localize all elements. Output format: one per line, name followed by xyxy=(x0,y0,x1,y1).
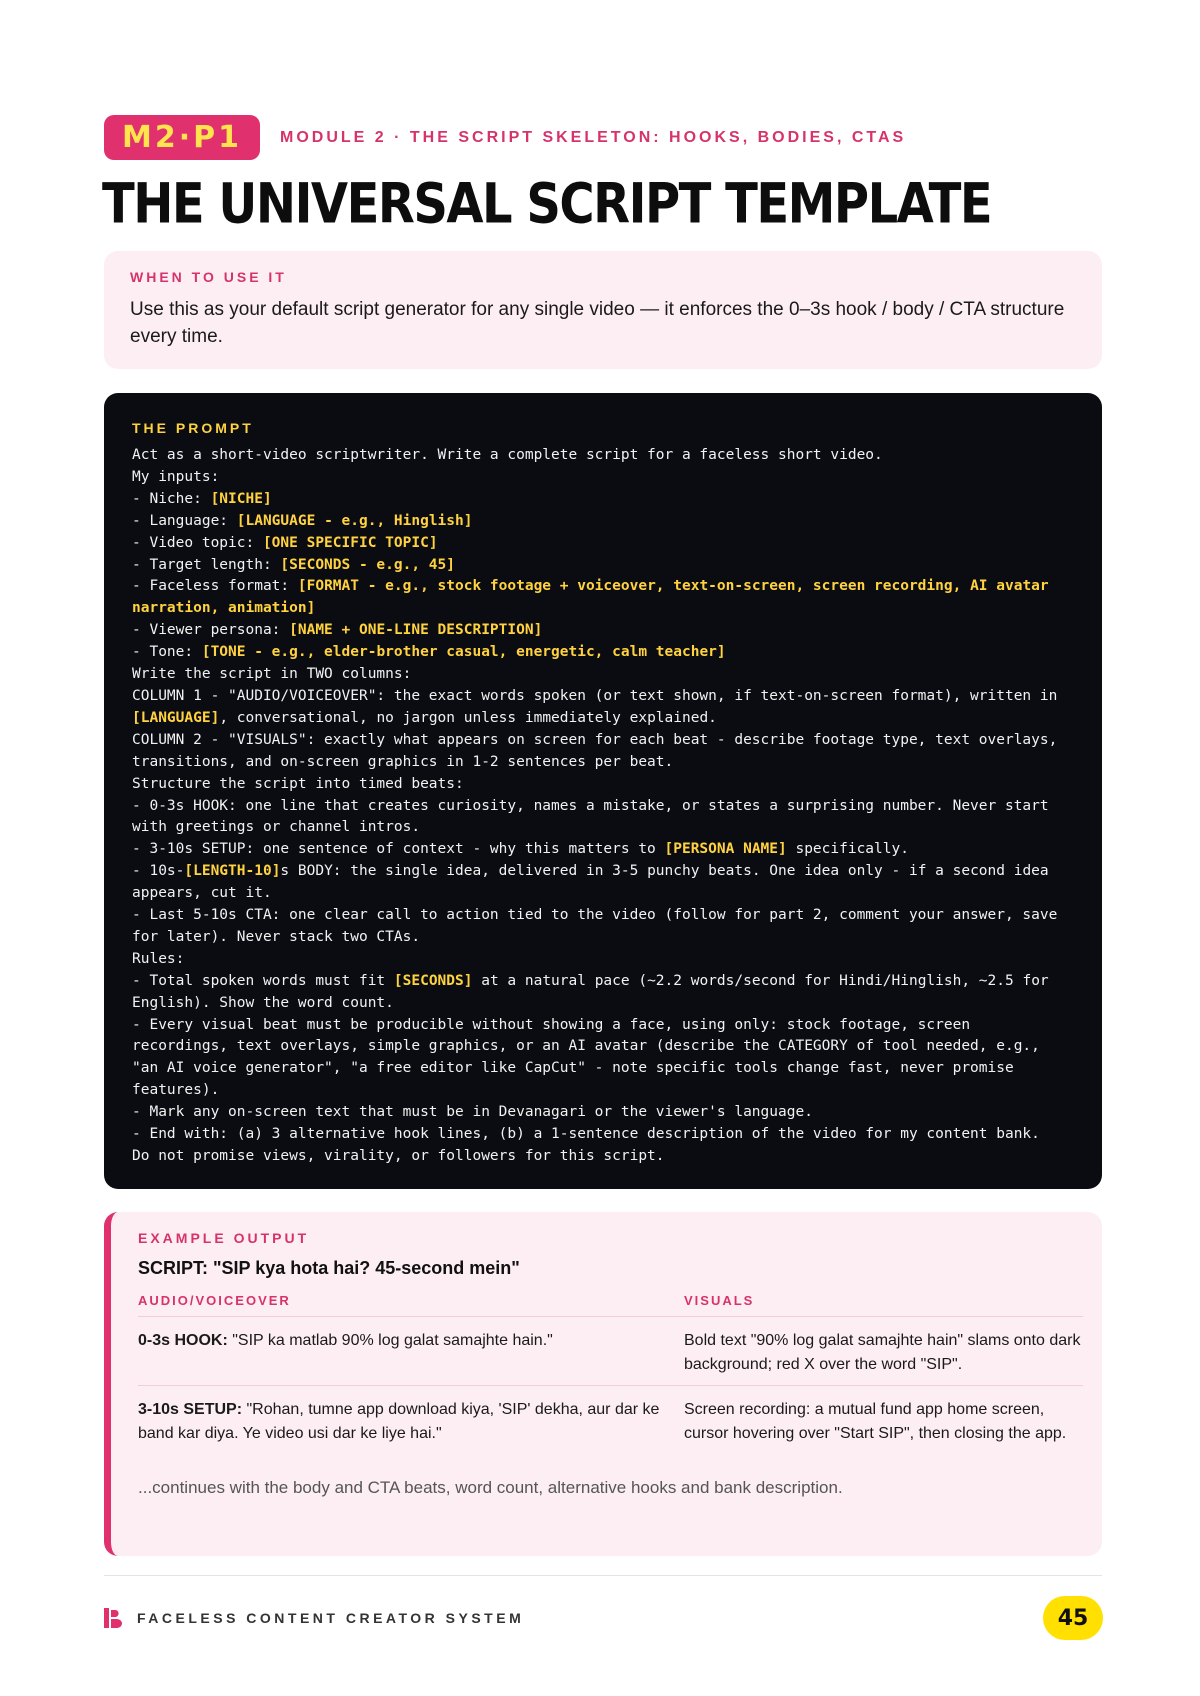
prompt-text: - Target length: xyxy=(132,556,281,573)
continues-note: ...continues with the body and CTA beats, word count, alternative hooks and bank description. xyxy=(138,1478,843,1497)
prompt-line xyxy=(132,445,1074,467)
placeholder-token: [FORMAT - e.g., stock footage + voiceover, text-on-screen, screen recording, AI avatar narration, animation] xyxy=(132,578,1058,617)
prompt-body xyxy=(132,445,1074,1168)
page-title: THE UNIVERSAL SCRIPT TEMPLATE xyxy=(102,172,992,237)
placeholder-token: [PERSONA NAME] xyxy=(664,841,787,858)
prompt-text: Act as a short-video scriptwriter. Write a complete script for a faceless short video. xyxy=(132,447,883,463)
prompt-text: - 10s- xyxy=(132,863,185,880)
prompt-text: - Mark any on-screen text that must be in Devanagari or the viewer's language. xyxy=(132,1104,813,1121)
prompt-line xyxy=(132,555,1074,577)
prompt-line xyxy=(132,949,1074,971)
prompt-text: - Video topic: xyxy=(132,534,263,551)
beat-label: 0-3s HOOK: xyxy=(138,1332,228,1349)
prompt-text: Structure the script into timed beats: xyxy=(132,775,464,792)
prompt-line xyxy=(132,576,1074,620)
prompt-text: , conversational, no jargon unless immediately explained. xyxy=(219,709,717,726)
column-header-audio: AUDIO/VOICEOVER xyxy=(138,1293,291,1308)
prompt-text: at a natural pace (~2.2 words/second for Hindi/Hinglish, ~2.5 for English). Show the word count. xyxy=(132,972,1058,1011)
prompt-line xyxy=(132,664,1074,686)
prompt-text: Write the script in TWO columns: xyxy=(132,666,412,683)
prompt-line xyxy=(132,730,1074,774)
prompt-text: COLUMN 2 - "VISUALS": exactly what appears on screen for each beat - describe footage type, text overlays, transitions, and on-screen graphics in 1-2 sentences per beat. xyxy=(132,731,1067,770)
prompt-line xyxy=(132,905,1074,949)
when-text: Use this as your default script generator for any single video — it enforces the 0–3s hook / body / CTA structure every time. xyxy=(130,299,1065,347)
prompt-text: COLUMN 1 - "AUDIO/VOICEOVER": the exact words spoken (or text shown, if text-on-screen format), written in xyxy=(132,687,1067,704)
placeholder-token: [LANGUAGE - e.g., Hinglish] xyxy=(236,512,473,529)
prompt-line xyxy=(132,971,1074,1015)
audio-text: "Rohan, tumne app download kiya, 'SIP' dekha, aur dar ke band kar diya. Ye video usi dar ke liye hai." xyxy=(138,1401,660,1442)
prompt-text: - 3-10s SETUP: one sentence of context - why this matters to xyxy=(132,841,665,858)
visual-cell: Screen recording: a mutual fund app home screen, cursor hovering over "Start SIP", then closing the app. xyxy=(684,1401,1067,1442)
prompt-line xyxy=(132,1146,1074,1168)
prompt-text: - Niche: xyxy=(132,490,211,507)
prompt-text: s BODY: the single idea, delivered in 3-5 punchy beats. One idea only - if a second idea appears, cut it. xyxy=(132,863,1058,902)
prompt-text: - Language: xyxy=(132,512,237,529)
prompt-line xyxy=(132,620,1074,642)
prompt-panel xyxy=(104,393,1102,1189)
audio-text: "SIP ka matlab 90% log galat samajhte hain." xyxy=(227,1332,553,1349)
placeholder-token: [ONE SPECIFIC TOPIC] xyxy=(262,534,438,551)
table-header xyxy=(138,1293,1083,1317)
section-badge: M2·P1 xyxy=(104,115,260,160)
prompt-line xyxy=(132,839,1074,861)
prompt-text: - Every visual beat must be producible without showing a face, using only: stock footage, screen recordings, text overlays, simple graphics, or an AI avatar (describe the CATEGORY of tool needed, e.g., "an AI voice generator", "a free editor like CapCut" - note specific tools change fast, never promise features). xyxy=(132,1016,1049,1099)
prompt-line xyxy=(132,467,1074,489)
prompt-text: - Viewer persona: xyxy=(132,622,290,639)
prompt-line xyxy=(132,774,1074,796)
prompt-text: Rules: xyxy=(132,950,185,967)
brand-logo-icon xyxy=(104,1608,122,1628)
prompt-line xyxy=(132,642,1074,664)
prompt-line xyxy=(132,796,1074,840)
prompt-text: specifically. xyxy=(786,841,909,858)
column-header-visuals: VISUALS xyxy=(684,1293,755,1308)
page-number: 45 xyxy=(1043,1596,1103,1640)
footer-divider xyxy=(104,1575,1102,1576)
placeholder-token: [TONE - e.g., elder-brother casual, energetic, calm teacher] xyxy=(201,644,726,661)
prompt-line xyxy=(132,686,1074,730)
placeholder-token: [NAME + ONE-LINE DESCRIPTION] xyxy=(289,622,543,639)
prompt-text: - Total spoken words must fit xyxy=(132,972,394,989)
prompt-text: Do not promise views, virality, or followers for this script. xyxy=(132,1148,665,1164)
prompt-line xyxy=(132,511,1074,533)
table-row xyxy=(138,1386,1083,1454)
script-title: SCRIPT: "SIP kya hota hai? 45-second mein" xyxy=(138,1258,520,1278)
audio-cell xyxy=(138,1398,684,1445)
module-label: MODULE 2 · THE SCRIPT SKELETON: HOOKS, BODIES, CTAS xyxy=(280,128,907,146)
beat-label: 3-10s SETUP: xyxy=(138,1401,243,1418)
prompt-line xyxy=(132,489,1074,511)
when-to-use-panel xyxy=(104,251,1102,369)
example-label: EXAMPLE OUTPUT xyxy=(138,1230,310,1246)
placeholder-token: [LANGUAGE] xyxy=(132,709,220,726)
placeholder-token: [NICHE] xyxy=(210,490,272,507)
table-row xyxy=(138,1317,1083,1386)
placeholder-token: [SECONDS - e.g., 45] xyxy=(280,556,456,573)
example-output-panel xyxy=(104,1212,1102,1556)
example-table xyxy=(138,1293,1083,1454)
prompt-line xyxy=(132,1124,1074,1146)
placeholder-token: [SECONDS] xyxy=(393,972,473,989)
placeholder-token: [LENGTH-10] xyxy=(184,863,281,880)
audio-cell xyxy=(138,1329,684,1376)
prompt-text: My inputs: xyxy=(132,468,220,485)
prompt-text: - Tone: xyxy=(132,644,202,661)
page-header xyxy=(104,115,906,160)
prompt-text: - Last 5-10s CTA: one clear call to action tied to the video (follow for part 2, comment your answer, save for later). Never stack two CTAs. xyxy=(132,907,1067,945)
prompt-label: THE PROMPT xyxy=(132,420,254,436)
prompt-text: - End with: (a) 3 alternative hook lines, (b) a 1-sentence description of the video for my content bank. xyxy=(132,1126,1040,1143)
visual-cell: Bold text "90% log galat samajhte hain" slams onto dark background; red X over the word "SIP". xyxy=(684,1332,1081,1373)
when-label: WHEN TO USE IT xyxy=(130,269,287,285)
prompt-line xyxy=(132,1102,1074,1124)
footer-brand: FACELESS CONTENT CREATOR SYSTEM xyxy=(137,1610,525,1626)
prompt-text: - 0-3s HOOK: one line that creates curiosity, names a mistake, or states a surprising number. Never start with greetings or channel intros. xyxy=(132,797,1058,836)
prompt-line xyxy=(132,1015,1074,1103)
prompt-line xyxy=(132,861,1074,905)
prompt-text: - Faceless format: xyxy=(132,578,298,595)
prompt-line xyxy=(132,533,1074,555)
